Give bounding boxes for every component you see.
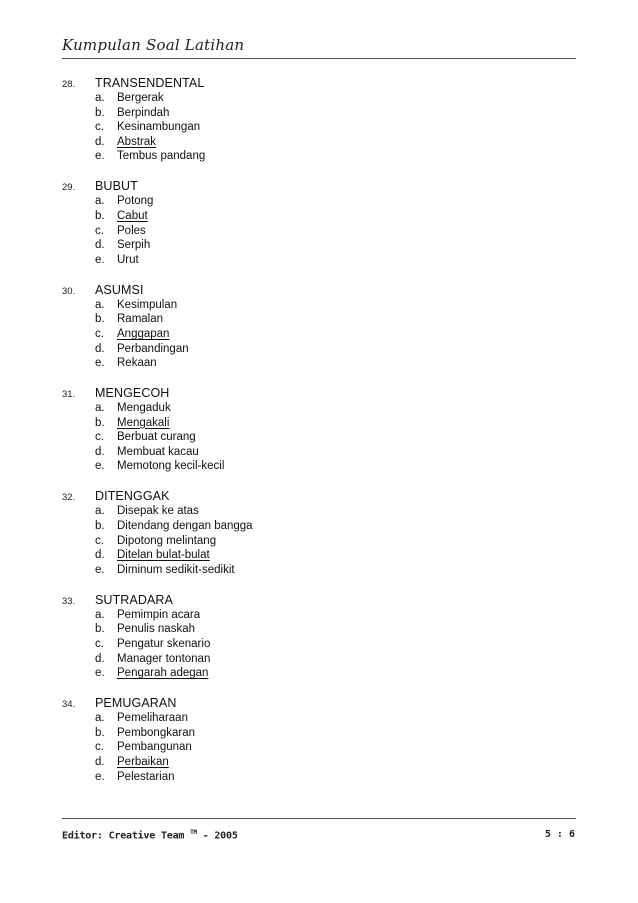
page-number: 5 : 6 xyxy=(544,829,575,840)
question-block xyxy=(62,489,582,578)
option-text: Rekaan xyxy=(117,357,157,370)
option-letter: c. xyxy=(95,327,104,340)
answer-option xyxy=(62,225,582,240)
answer-option xyxy=(62,667,582,682)
question-number: 29. xyxy=(62,182,76,194)
option-text: Diminum sedikit-sedikit xyxy=(117,563,235,576)
answer-option xyxy=(62,92,582,107)
answer-option xyxy=(62,136,582,151)
answer-option xyxy=(62,239,582,254)
option-text: Disepak ke atas xyxy=(117,505,199,518)
option-text: Potong xyxy=(117,195,154,208)
option-letter: a. xyxy=(95,92,105,104)
question-heading xyxy=(62,489,582,505)
correct-answer-text: Anggapan xyxy=(117,327,170,340)
option-letter: b. xyxy=(95,726,105,739)
question-list xyxy=(62,76,582,800)
option-letter: d. xyxy=(95,549,105,562)
answer-option xyxy=(62,712,582,727)
answer-option xyxy=(62,402,582,417)
answer-option xyxy=(62,417,582,432)
correct-answer-text: Ditelan bulat-bulat xyxy=(117,549,210,562)
option-letter: b. xyxy=(95,313,105,326)
option-letter: d. xyxy=(95,445,105,458)
option-letter: e. xyxy=(95,563,105,576)
option-letter: a. xyxy=(95,195,105,208)
question-block xyxy=(62,386,582,475)
header-divider xyxy=(62,58,576,59)
option-letter: d. xyxy=(95,135,105,148)
option-letter: e. xyxy=(95,770,105,783)
option-letter: d. xyxy=(95,755,105,768)
question-word: BUBUT xyxy=(95,179,138,194)
correct-answer-text: Cabut xyxy=(117,209,148,222)
question-block xyxy=(62,283,582,372)
correct-answer-text: Pengarah adegan xyxy=(117,667,209,680)
option-letter: c. xyxy=(95,121,104,134)
correct-answer-text: Mengakali xyxy=(117,416,170,429)
option-text: Serpih xyxy=(117,239,151,252)
option-letter: e. xyxy=(95,150,105,163)
answer-option xyxy=(62,756,582,771)
option-text: Pengatur skenario xyxy=(117,637,211,650)
footer-year: - 2005 xyxy=(196,830,238,842)
answer-option xyxy=(62,431,582,446)
answer-option xyxy=(62,299,582,314)
option-text: Pemeliharaan xyxy=(117,712,188,725)
answer-option xyxy=(62,623,582,638)
option-letter: a. xyxy=(95,298,105,311)
option-text: Pembongkaran xyxy=(117,726,195,739)
trademark-mark: TM xyxy=(190,829,197,836)
question-heading xyxy=(62,283,582,299)
option-letter: e. xyxy=(95,460,105,473)
option-text: Urut xyxy=(117,253,139,266)
option-letter: b. xyxy=(95,209,105,222)
option-text: Ramalan xyxy=(117,313,164,326)
option-letter: c. xyxy=(95,224,104,237)
answer-option xyxy=(62,357,582,372)
answer-option xyxy=(62,210,582,225)
option-letter: e. xyxy=(95,253,105,266)
option-letter: d. xyxy=(95,652,105,665)
correct-answer-text: Perbaikan xyxy=(117,755,169,768)
option-text: Membuat kacau xyxy=(117,445,199,458)
answer-option xyxy=(62,653,582,668)
option-letter: c. xyxy=(95,431,104,444)
option-text: Manager tontonan xyxy=(117,652,211,665)
correct-answer-text: Abstrak xyxy=(117,135,156,148)
question-block xyxy=(62,76,582,165)
answer-option xyxy=(62,549,582,564)
question-heading xyxy=(62,593,582,609)
answer-option xyxy=(62,564,582,579)
option-text: Tembus pandang xyxy=(117,150,206,163)
answer-option xyxy=(62,609,582,624)
option-text: Kesinambungan xyxy=(117,121,201,134)
answer-option xyxy=(62,313,582,328)
footer-editor-text: Editor: Creative Team xyxy=(62,830,185,842)
question-heading xyxy=(62,76,582,92)
answer-option xyxy=(62,505,582,520)
option-text: Perbandingan xyxy=(117,342,189,355)
answer-option xyxy=(62,121,582,136)
option-letter: c. xyxy=(95,534,104,547)
answer-option xyxy=(62,460,582,475)
answer-option xyxy=(62,328,582,343)
question-word: SUTRADARA xyxy=(95,592,173,607)
option-letter: e. xyxy=(95,357,105,370)
footer-divider xyxy=(62,818,576,819)
answer-option xyxy=(62,446,582,461)
question-number: 32. xyxy=(62,492,76,504)
option-letter: b. xyxy=(95,106,105,119)
answer-option xyxy=(62,727,582,742)
question-word: DITENGGAK xyxy=(95,489,170,504)
answer-option xyxy=(62,343,582,358)
question-block xyxy=(62,179,582,268)
option-letter: b. xyxy=(95,520,105,533)
question-word: PEMUGARAN xyxy=(95,696,177,711)
question-number: 34. xyxy=(62,699,76,711)
answer-option xyxy=(62,254,582,269)
option-text: Pelestarian xyxy=(117,770,175,783)
option-letter: e. xyxy=(95,667,105,680)
footer-editor-credit xyxy=(62,829,238,841)
answer-option xyxy=(62,520,582,535)
option-letter: d. xyxy=(95,342,105,355)
question-heading xyxy=(62,696,582,712)
option-text: Penulis naskah xyxy=(117,623,195,636)
answer-option xyxy=(62,741,582,756)
question-word: TRANSENDENTAL xyxy=(95,76,205,90)
option-text: Memotong kecil-kecil xyxy=(117,460,225,473)
option-letter: a. xyxy=(95,608,105,621)
option-text: Mengaduk xyxy=(117,402,171,415)
option-text: Berpindah xyxy=(117,106,170,119)
question-number: 33. xyxy=(62,595,76,607)
option-text: Pembangunan xyxy=(117,741,192,754)
option-text: Poles xyxy=(117,224,146,237)
question-number: 31. xyxy=(62,389,76,401)
option-letter: b. xyxy=(95,416,105,429)
answer-option xyxy=(62,107,582,122)
question-number: 28. xyxy=(62,79,76,90)
option-text: Dipotong melintang xyxy=(117,534,217,547)
option-text: Ditendang dengan bangga xyxy=(117,520,253,533)
question-block xyxy=(62,593,582,682)
option-text: Bergerak xyxy=(117,92,164,104)
option-letter: b. xyxy=(95,623,105,636)
answer-option xyxy=(62,150,582,165)
option-letter: a. xyxy=(95,712,105,725)
answer-option xyxy=(62,638,582,653)
question-word: MENGECOH xyxy=(95,386,170,401)
question-heading xyxy=(62,179,582,195)
answer-option xyxy=(62,195,582,210)
option-letter: a. xyxy=(95,402,105,415)
option-letter: a. xyxy=(95,505,105,518)
option-letter: c. xyxy=(95,741,104,754)
option-text: Berbuat curang xyxy=(117,431,196,444)
page-header-title: Kumpulan Soal Latihan xyxy=(62,36,245,54)
answer-option xyxy=(62,771,582,786)
question-number: 30. xyxy=(62,285,76,297)
option-text: Pemimpin acara xyxy=(117,608,201,621)
question-heading xyxy=(62,386,582,402)
answer-option xyxy=(62,535,582,550)
option-letter: d. xyxy=(95,239,105,252)
option-text: Kesimpulan xyxy=(117,298,178,311)
option-letter: c. xyxy=(95,637,104,650)
question-block xyxy=(62,696,582,785)
question-word: ASUMSI xyxy=(95,282,144,297)
